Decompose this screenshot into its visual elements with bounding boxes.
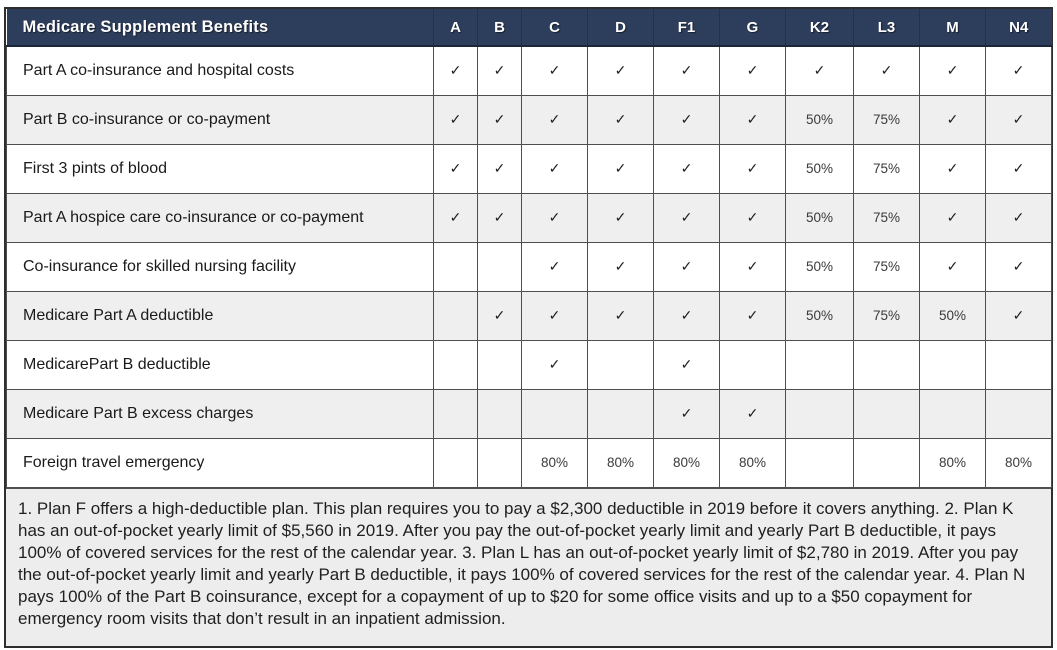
benefits-table-panel <box>4 7 1053 648</box>
check-mark-cell: ✓ <box>720 46 786 95</box>
check-mark-cell: ✓ <box>986 242 1052 291</box>
benefit-label: First 3 pints of blood <box>7 144 434 193</box>
empty-cell <box>786 389 854 438</box>
percent-value-cell: 50% <box>786 242 854 291</box>
check-mark-cell: ✓ <box>478 193 522 242</box>
empty-cell <box>786 340 854 389</box>
empty-cell <box>986 340 1052 389</box>
empty-cell <box>434 438 478 487</box>
empty-cell <box>986 389 1052 438</box>
percent-value-cell: 75% <box>854 242 920 291</box>
check-mark-cell: ✓ <box>588 144 654 193</box>
percent-value-cell: 75% <box>854 291 920 340</box>
check-mark-cell: ✓ <box>434 95 478 144</box>
check-mark-cell: ✓ <box>654 242 720 291</box>
check-mark-cell: ✓ <box>478 291 522 340</box>
empty-cell <box>478 242 522 291</box>
empty-cell <box>478 438 522 487</box>
check-mark-cell: ✓ <box>720 389 786 438</box>
check-mark-cell: ✓ <box>522 46 588 95</box>
check-mark-cell: ✓ <box>522 95 588 144</box>
plan-column-header-B: B <box>478 9 522 46</box>
table-row <box>7 193 1052 242</box>
check-mark-cell: ✓ <box>654 193 720 242</box>
empty-cell <box>588 389 654 438</box>
table-row <box>7 242 1052 291</box>
check-mark-cell: ✓ <box>522 242 588 291</box>
empty-cell <box>434 291 478 340</box>
check-mark-cell: ✓ <box>654 46 720 95</box>
check-mark-cell: ✓ <box>720 95 786 144</box>
check-mark-cell: ✓ <box>478 95 522 144</box>
check-mark-cell: ✓ <box>654 340 720 389</box>
check-mark-cell: ✓ <box>654 144 720 193</box>
check-mark-cell: ✓ <box>588 46 654 95</box>
check-mark-cell: ✓ <box>654 389 720 438</box>
check-mark-cell: ✓ <box>522 144 588 193</box>
plan-column-header-M: M <box>920 9 986 46</box>
percent-value-cell: 75% <box>854 193 920 242</box>
check-mark-cell: ✓ <box>478 144 522 193</box>
check-mark-cell: ✓ <box>478 46 522 95</box>
footnote-text: 1. Plan F offers a high-deductible plan. This plan requires you to pay a $2,300 deductible in 2019 before it covers anything. 2. Plan K has an out-of-pocket yearly limit of $5,560 in 2019. After you pay the out-of-pocket yearly limit and yearly Part B deductible, it pays 100% of covered services for the rest of the calendar year. 3. Plan L has an out-of-pocket yearly limit of $2,780 in 2019. After you pay the out-of-pocket yearly limit and yearly Part B deductible, it pays 100% of covered services for the rest of the calendar year. 4. Plan N pays 100% of the Part B coinsurance, except for a copayment of up to $20 for some office visits and up to a $50 copayment for emergency room visits that don’t result in an inpatient admission. <box>6 488 1051 647</box>
check-mark-cell: ✓ <box>522 291 588 340</box>
plan-column-header-K2: K2 <box>786 9 854 46</box>
check-mark-cell: ✓ <box>720 144 786 193</box>
check-mark-cell: ✓ <box>720 291 786 340</box>
empty-cell <box>522 389 588 438</box>
table-row <box>7 291 1052 340</box>
check-mark-cell: ✓ <box>588 193 654 242</box>
plan-column-header-F1: F1 <box>654 9 720 46</box>
benefit-label: MedicarePart B deductible <box>7 340 434 389</box>
percent-value-cell: 50% <box>786 193 854 242</box>
check-mark-cell: ✓ <box>920 46 986 95</box>
check-mark-cell: ✓ <box>434 46 478 95</box>
empty-cell <box>434 242 478 291</box>
table-row <box>7 340 1052 389</box>
check-mark-cell: ✓ <box>588 242 654 291</box>
plan-column-header-A: A <box>434 9 478 46</box>
check-mark-cell: ✓ <box>720 242 786 291</box>
benefit-label: Co-insurance for skilled nursing facility <box>7 242 434 291</box>
check-mark-cell: ✓ <box>588 291 654 340</box>
percent-value-cell: 75% <box>854 95 920 144</box>
empty-cell <box>720 340 786 389</box>
check-mark-cell: ✓ <box>986 46 1052 95</box>
percent-value-cell: 75% <box>854 144 920 193</box>
table-row <box>7 438 1052 487</box>
empty-cell <box>786 438 854 487</box>
plan-column-header-D: D <box>588 9 654 46</box>
empty-cell <box>478 389 522 438</box>
empty-cell <box>854 438 920 487</box>
header-row <box>7 9 1052 46</box>
check-mark-cell: ✓ <box>986 95 1052 144</box>
check-mark-cell: ✓ <box>522 340 588 389</box>
table-row <box>7 95 1052 144</box>
percent-value-cell: 80% <box>588 438 654 487</box>
percent-value-cell: 50% <box>786 144 854 193</box>
check-mark-cell: ✓ <box>986 291 1052 340</box>
percent-value-cell: 80% <box>986 438 1052 487</box>
plan-column-header-N4: N4 <box>986 9 1052 46</box>
check-mark-cell: ✓ <box>786 46 854 95</box>
empty-cell <box>920 340 986 389</box>
empty-cell <box>588 340 654 389</box>
table-row <box>7 389 1052 438</box>
empty-cell <box>434 340 478 389</box>
plan-column-header-C: C <box>522 9 588 46</box>
check-mark-cell: ✓ <box>854 46 920 95</box>
check-mark-cell: ✓ <box>654 95 720 144</box>
check-mark-cell: ✓ <box>588 95 654 144</box>
percent-value-cell: 50% <box>920 291 986 340</box>
benefit-label: Foreign travel emergency <box>7 438 434 487</box>
percent-value-cell: 80% <box>920 438 986 487</box>
benefit-label: Medicare Part A deductible <box>7 291 434 340</box>
check-mark-cell: ✓ <box>522 193 588 242</box>
check-mark-cell: ✓ <box>920 144 986 193</box>
benefit-label: Medicare Part B excess charges <box>7 389 434 438</box>
check-mark-cell: ✓ <box>434 193 478 242</box>
empty-cell <box>478 340 522 389</box>
empty-cell <box>434 389 478 438</box>
check-mark-cell: ✓ <box>720 193 786 242</box>
percent-value-cell: 80% <box>654 438 720 487</box>
empty-cell <box>854 340 920 389</box>
plan-column-header-G: G <box>720 9 786 46</box>
plan-column-header-L3: L3 <box>854 9 920 46</box>
percent-value-cell: 50% <box>786 291 854 340</box>
benefit-label: Part B co-insurance or co-payment <box>7 95 434 144</box>
percent-value-cell: 50% <box>786 95 854 144</box>
check-mark-cell: ✓ <box>920 242 986 291</box>
table-row <box>7 46 1052 95</box>
check-mark-cell: ✓ <box>920 193 986 242</box>
table-title: Medicare Supplement Benefits <box>7 9 434 46</box>
check-mark-cell: ✓ <box>434 144 478 193</box>
percent-value-cell: 80% <box>522 438 588 487</box>
check-mark-cell: ✓ <box>654 291 720 340</box>
percent-value-cell: 80% <box>720 438 786 487</box>
benefit-label: Part A co-insurance and hospital costs <box>7 46 434 95</box>
check-mark-cell: ✓ <box>986 144 1052 193</box>
check-mark-cell: ✓ <box>920 95 986 144</box>
empty-cell <box>920 389 986 438</box>
table-row <box>7 144 1052 193</box>
medicare-benefits-table <box>6 9 1052 488</box>
empty-cell <box>854 389 920 438</box>
benefit-label: Part A hospice care co-insurance or co-payment <box>7 193 434 242</box>
check-mark-cell: ✓ <box>986 193 1052 242</box>
